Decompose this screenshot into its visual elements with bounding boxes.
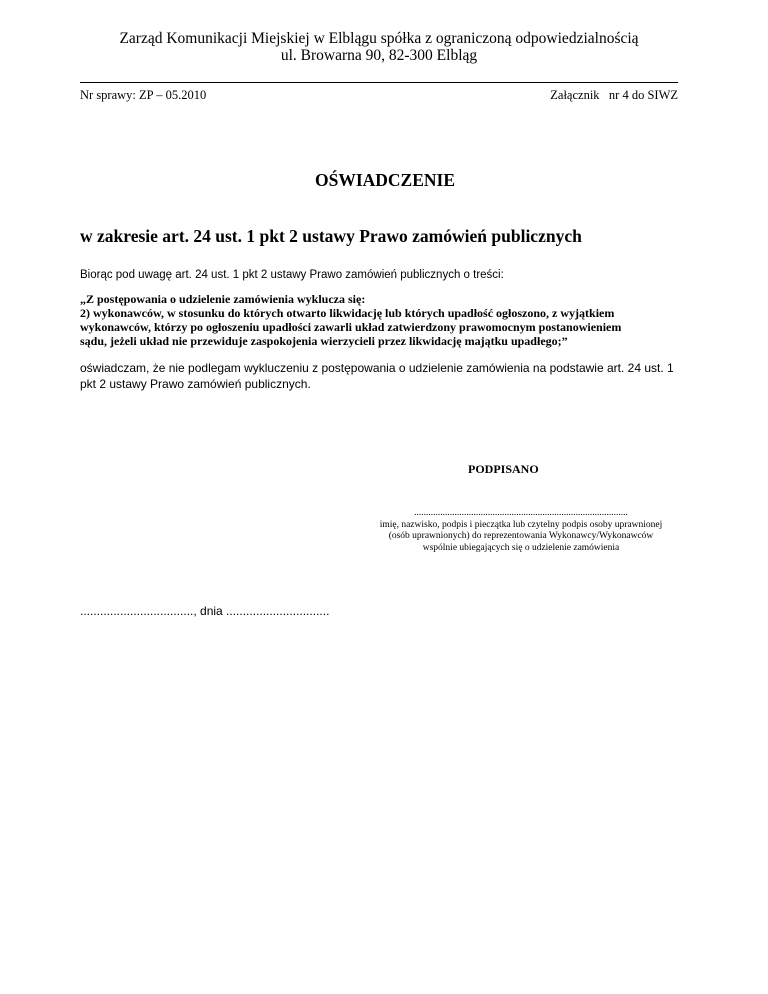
letterhead [80,30,678,64]
company-address: ul. Browarna 90, 82-300 Elbląg [280,47,478,64]
document-title: OŚWIADCZENIE [314,170,456,190]
document-subtitle: w zakresie art. 24 ust. 1 pkt 2 ustawy Prawo zamówień publicznych [80,226,582,246]
signature-caption-line: wspólnie ubiegających się o udzielenie zamówienia [422,542,620,553]
quote-line: sądu, jeżeli układ nie przewiduje zaspokojenia wierzycieli przez likwidację majątku upadłego;” [80,334,568,348]
signature-block [356,508,686,554]
company-name: Zarząd Komunikacji Miejskiej w Elblągu spółka z ograniczoną odpowiedzialnością [119,30,639,47]
statement-line: oświadczam, że nie podlegam wykluczeniu z postępowania o udzielenie zamówienia na podstawie art. 24 ust. 1 [80,361,674,375]
statement-line: pkt 2 ustawy Prawo zamówień publicznych. [80,377,311,391]
quote-line: 2) wykonawców, w stosunku do których otwarto likwidację lub których upadłość ogłoszono, z wyjątkiem [80,306,615,320]
case-number: Nr sprawy: ZP – 05.2010 [80,88,207,102]
quote-line: „Z postępowania o udzielenie zamówienia wyklucza się: [80,292,366,306]
signature-line: .......................................................................................... [414,508,628,518]
legal-quote [80,292,690,348]
signature-caption-line: imię, nazwisko, podpis i pieczątka lub czytelny podpis osoby uprawnionej [379,519,663,530]
attachment-label: Załącznik nr 4 do SIWZ [550,88,678,102]
statement-paragraph [80,360,690,392]
intro-paragraph: Biorąc pod uwagę art. 24 ust. 1 pkt 2 ustawy Prawo zamówień publicznych o treści: [80,269,504,281]
place-date-line: .................................., dnia ............................... [80,604,330,618]
document-page [80,0,678,994]
signature-caption-line: (osób uprawnionych) do reprezentowania Wykonawcy/Wykonawców [388,531,654,541]
quote-line: wykonawców, którzy po ogłoszeniu upadłości zawarli układ zatwierdzony prawomocnym postanowieniem [80,320,622,334]
header-divider [80,82,678,83]
signed-label: PODPISANO [468,462,539,476]
